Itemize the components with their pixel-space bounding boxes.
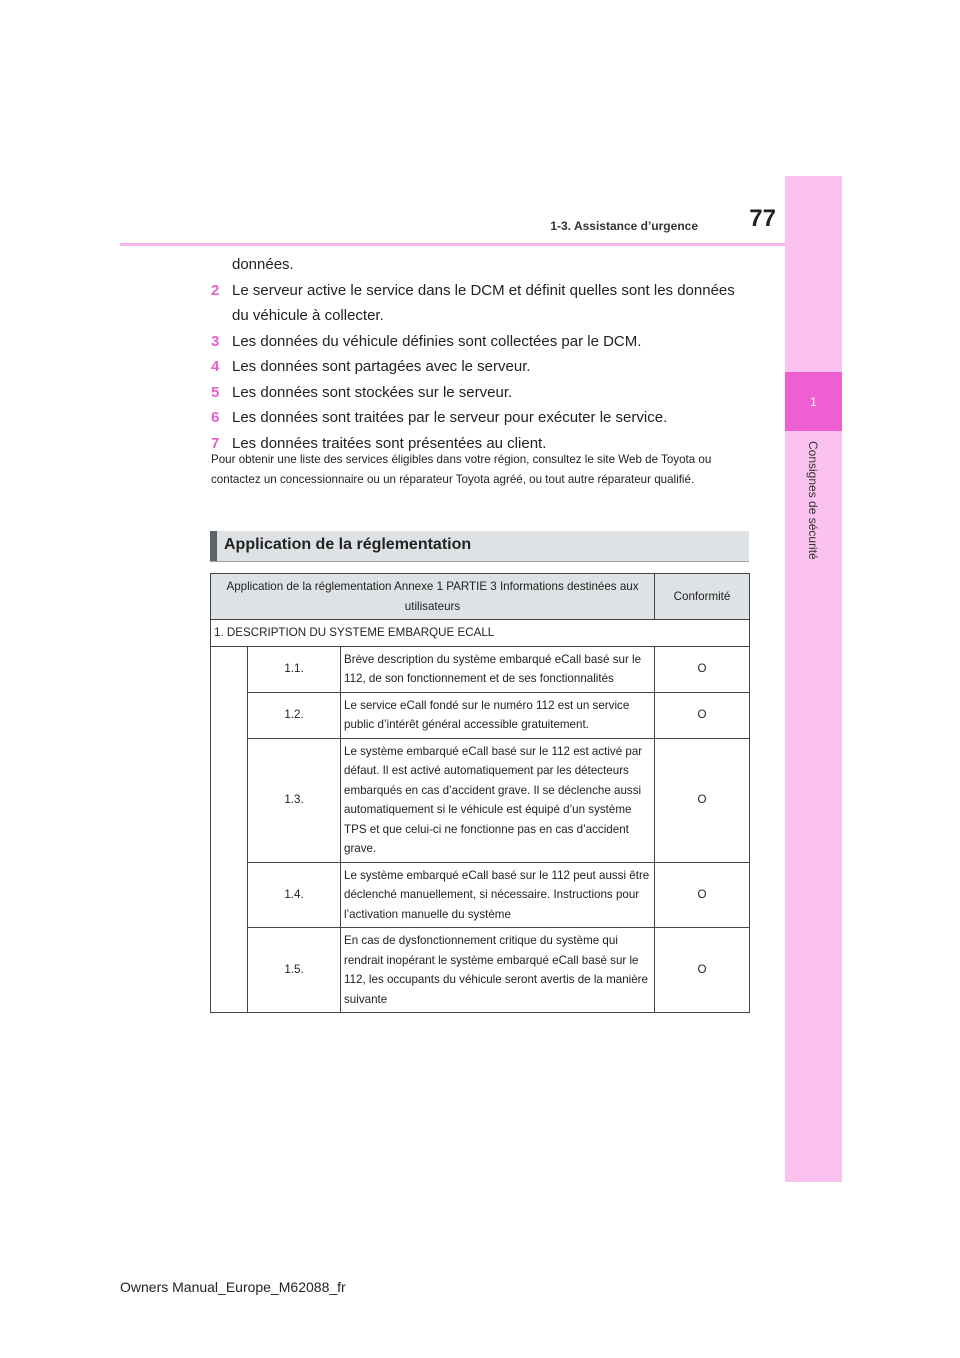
continuation-text: données. xyxy=(232,256,294,273)
chapter-label: Consignes de sécurité xyxy=(806,441,820,560)
row-conformity: O xyxy=(655,928,750,1013)
step-number: 5 xyxy=(211,383,220,401)
row-description: Le système embarqué eCall basé sur le 112 est activé par défaut. Il est activé automatiquement par les détecteurs embarqués en cas d’accident grave. Il se déclenche aussi automatiquement si le véhicule est équipé d’un système TPS et que celui-ci ne fonctionne pas en cas d’accident grave. xyxy=(341,738,655,862)
row-number: 1.4. xyxy=(248,862,341,928)
row-description: Le service eCall fondé sur le numéro 112 est un service public d’intérêt général accessible gratuitement. xyxy=(341,692,655,738)
step-number: 6 xyxy=(211,409,220,426)
step-text: Les données sont stockées sur le serveur. xyxy=(232,383,513,401)
application-section-header xyxy=(210,531,749,562)
step-number: 7 xyxy=(211,434,220,452)
application-section-title: Application de la réglementation xyxy=(224,536,472,553)
row-conformity: O xyxy=(655,738,750,862)
eligibility-note: Pour obtenir une liste des services éligibles dans votre région, consultez le site Web de Toyota ou contactez un concessionnaire ou un réparateur Toyota agréé, ou tout autre réparateur qualifié. xyxy=(211,453,712,486)
row-description: Le système embarqué eCall basé sur le 112 peut aussi être déclenché manuellement, si nécessaire. Instructions pour l’activation manuelle du système xyxy=(341,862,655,928)
table-header-row xyxy=(211,574,750,620)
step-number: 4 xyxy=(211,358,220,375)
chapter-sidebar xyxy=(785,176,842,1182)
table-header-conformity: Conformité xyxy=(655,574,750,620)
step-item xyxy=(211,380,751,406)
row-conformity: O xyxy=(655,646,750,692)
row-number: 1.3. xyxy=(248,738,341,862)
step-text: Les données traitées sont présentées au client. xyxy=(232,434,547,452)
step-text: Les données sont traitées par le serveur pour exécuter le service. xyxy=(232,409,668,426)
step-text: Les données du véhicule définies sont collectées par le DCM. xyxy=(232,332,642,350)
row-number: 1.5. xyxy=(248,928,341,1013)
section-marker xyxy=(210,531,217,561)
row-description: En cas de dysfonctionnement critique du système qui rendrait inopérant le système embarqué eCall basé sur le 112, les occupants du véhicule seront avertis de la manière suivante xyxy=(341,928,655,1013)
row-conformity: O xyxy=(655,692,750,738)
step-item xyxy=(211,329,751,355)
intro-continuation xyxy=(211,252,751,278)
step-number: 2 xyxy=(211,281,220,299)
row-number: 1.2. xyxy=(248,692,341,738)
table-row xyxy=(211,738,750,862)
footer-doc-id: Owners Manual_Europe_M62088_fr xyxy=(120,1279,346,1295)
table-indent-cell xyxy=(211,646,248,1013)
chapter-number: 1 xyxy=(810,394,817,409)
step-text: Le serveur active le service dans le DCM et définit quelles sont les données du véhicule à collecter. xyxy=(232,281,735,324)
header-divider xyxy=(120,243,785,246)
table-section-title: 1. DESCRIPTION DU SYSTEME EMBARQUE ECALL xyxy=(211,620,750,647)
row-conformity: O xyxy=(655,862,750,928)
table-section-row xyxy=(211,620,750,647)
table-row xyxy=(211,862,750,928)
regulation-table xyxy=(210,573,750,1013)
table-header-main: Application de la réglementation Annexe 1 PARTIE 3 Informations destinées aux utilisateurs xyxy=(211,574,655,620)
row-description: Brève description du système embarqué eCall basé sur le 112, de son fonctionnement et de ses fonctionnalités xyxy=(341,646,655,692)
row-number: 1.1. xyxy=(248,646,341,692)
section-title: 1-3. Assistance d’urgence xyxy=(550,219,698,233)
step-item xyxy=(211,354,751,380)
step-item xyxy=(211,405,751,431)
table-row xyxy=(211,692,750,738)
step-number: 3 xyxy=(211,332,220,350)
table-row xyxy=(211,928,750,1013)
chapter-tab[interactable] xyxy=(785,372,842,431)
step-text: Les données sont partagées avec le serveur. xyxy=(232,358,531,375)
page-number: 77 xyxy=(749,205,776,232)
table-row xyxy=(211,646,750,692)
steps-list xyxy=(211,252,751,456)
step-item xyxy=(211,278,751,329)
